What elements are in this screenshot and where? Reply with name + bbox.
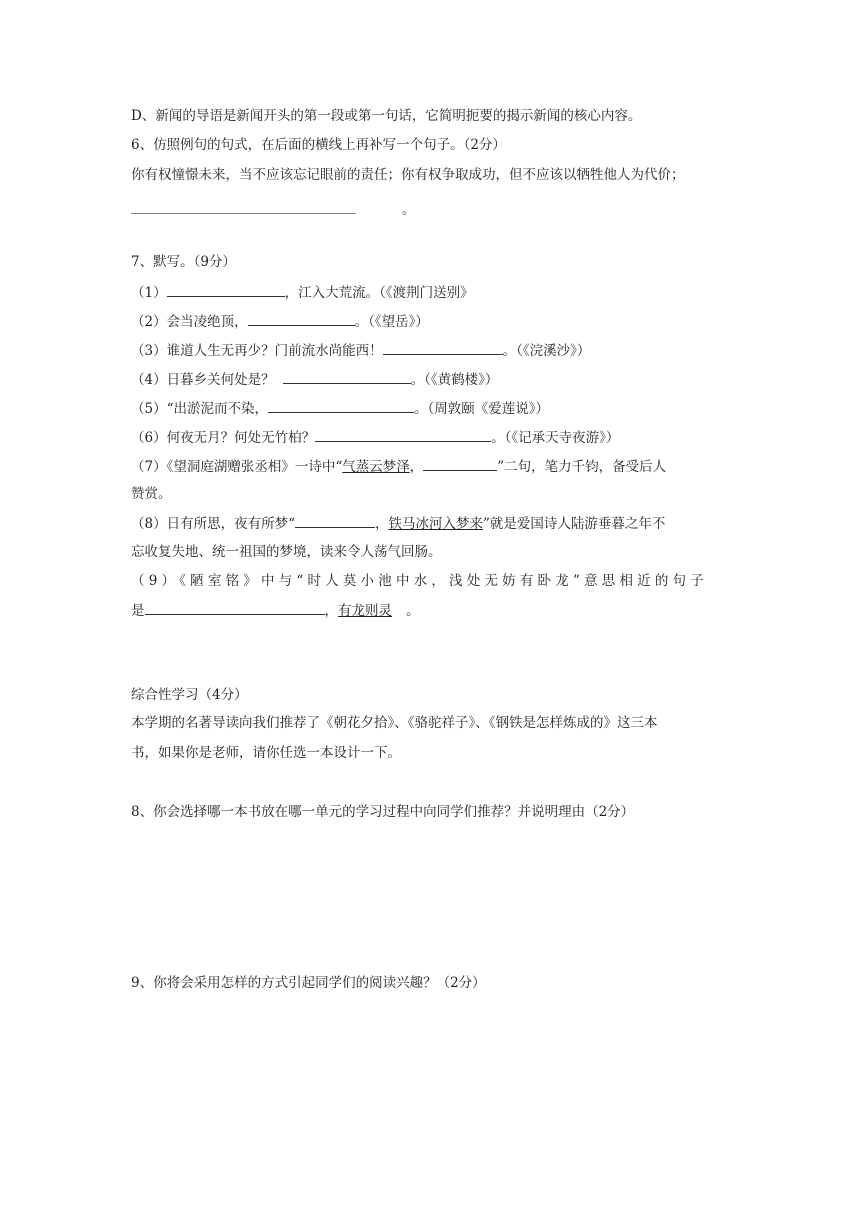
comma: ， [409, 459, 424, 475]
item-text-end: ”就是爱国诗人陆游垂暮之年不 [483, 516, 666, 532]
answer-blank[interactable] [295, 513, 375, 528]
item-text: （4）日暮乡关何处是？ [131, 372, 275, 388]
underlined-verse: 铁马冰河入梦来 [388, 516, 483, 532]
answer-blank[interactable] [145, 600, 325, 615]
q7-item-1 [131, 282, 474, 303]
underlined-verse: 气蒸云梦泽 [342, 459, 410, 475]
q7-item-5 [131, 398, 549, 419]
comprehensive-title: 综合性学习（4分） [131, 687, 248, 703]
answer-blank[interactable] [248, 311, 355, 326]
period: 。 [406, 603, 420, 619]
answer-blank[interactable] [283, 369, 411, 384]
item-text-end: 。（《浣溪沙》） [502, 343, 591, 359]
q7-item-7 [131, 456, 666, 477]
q7-item-6 [131, 427, 619, 448]
item-text: （7）《望洞庭湖赠张丞相》一诗中“ [131, 459, 343, 475]
item-text-end: 。（周敦颐《爱莲说》） [414, 401, 549, 417]
item-text: （5）“出淤泥而不染， [131, 401, 268, 417]
answer-blank[interactable] [315, 427, 491, 442]
item-text: 是 [131, 603, 145, 619]
answer-blank[interactable] [167, 282, 285, 297]
item-text-end: 。（《黄鹤楼》） [410, 372, 499, 388]
q7-item-4 [131, 369, 498, 390]
answer-blank[interactable] [383, 340, 503, 355]
item-text: （3）谁道人生无再少？门前流水尚能西！ [131, 343, 383, 359]
item-text: ，江入大荒流。（《渡荆门送别》 [284, 285, 474, 301]
question-6-answer-line [131, 199, 416, 220]
q7-item-7-line2: 赞赏。 [131, 486, 172, 502]
question-6-title: 6、仿照例句的句式，在后面的横线上再补写一个句子。（2分） [131, 137, 506, 153]
option-d-text: D、新闻的导语是新闻开头的第一段或第一句话，它简明扼要的揭示新闻的核心内容。 [131, 108, 642, 124]
comprehensive-intro-1: 本学期的名著导读向我们推荐了《朝花夕拾》、《骆驼祥子》、《钢铁是怎样炼成的》这三本 [131, 715, 658, 731]
period: 。 [402, 202, 416, 218]
question-8: 8、你会选择哪一本书放在哪一单元的学习过程中向同学们推荐？并说明理由（2分） [131, 804, 635, 820]
item-text: （6）何夜无月？何处无竹柏？ [131, 430, 316, 446]
underlined-verse: 有龙则灵 [338, 603, 392, 619]
question-7-title: 7、默写。（9分） [131, 254, 236, 270]
question-9: 9、你将会采用怎样的方式引起同学们的阅读兴趣？（2分） [131, 975, 486, 991]
item-text-end: 。（《望岳》） [354, 314, 429, 330]
q7-item-3 [131, 340, 590, 361]
item-number: （1） [131, 285, 167, 301]
q7-item-2 [131, 311, 429, 332]
q7-item-8-line2: 忘收复失地、统一祖国的梦境，读来令人荡气回肠。 [131, 544, 442, 560]
q7-item-8 [131, 513, 665, 534]
q7-item-9: （9）《陋室铭》中与“时人莫小池中水，浅处无妨有卧龙”意思相近的句子 [131, 573, 708, 589]
q7-item-9-line2 [131, 600, 420, 621]
answer-blank[interactable] [131, 199, 356, 214]
comma: ， [324, 603, 338, 619]
item-text-end: ”二句，笔力千钧，备受后人 [497, 459, 667, 475]
item-text-end: 。（《记承天寺夜游》） [491, 430, 620, 446]
answer-blank[interactable] [423, 456, 497, 471]
answer-blank[interactable] [268, 398, 414, 413]
question-6-example: 你有权憧憬未来，当不应该忘记眼前的责任；你有权争取成功，但不应该以牺牲他人为代价； [131, 167, 685, 183]
comma: ， [375, 516, 389, 532]
item-text: （8）日有所思，夜有所梦“ [131, 516, 295, 532]
comprehensive-intro-2: 书，如果你是老师，请你任选一本设计一下。 [131, 745, 401, 761]
item-text: （2）会当凌绝顶， [131, 314, 248, 330]
